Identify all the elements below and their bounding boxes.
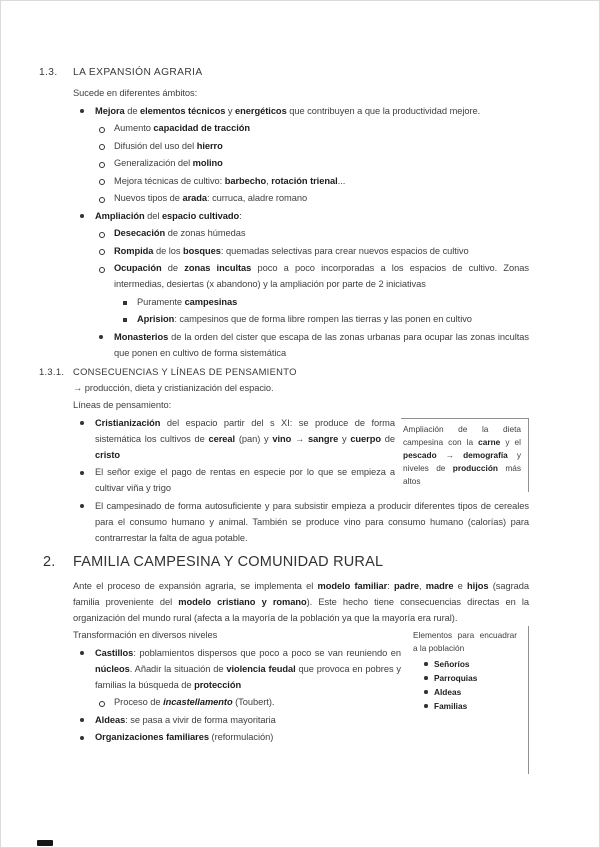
margin-note-population-intro: Elementos para encuadrar a la población: [413, 630, 517, 653]
text-run: ). Este hecho tiene consecuencias directas en la organización del mundo rural (afecta a la mayoría de la población ya que la mayoría era rural).: [73, 596, 529, 623]
bold-text-run: Desecación: [114, 228, 166, 238]
margin-note-diet: [401, 418, 529, 492]
note-list-item: [413, 672, 522, 685]
paragraph: [73, 380, 529, 396]
bold-text-run: núcleos: [95, 663, 130, 674]
bullet-circle-icon: [99, 190, 114, 206]
bold-text-run: Aprision: [137, 314, 175, 324]
text-run: : quemadas selectivas para crear nuevos espacios de cultivo: [220, 245, 469, 256]
bold-text-run: cristo: [95, 449, 121, 460]
bullet-disc-icon: [80, 464, 95, 496]
paragraph: [73, 397, 529, 413]
text-run: FAMILIA CAMPESINA Y COMUNIDAD RURAL: [73, 553, 384, 570]
text-run: Puramente: [137, 296, 185, 307]
bold-text-run: molino: [192, 158, 223, 168]
bold-text-run: Organizaciones familiares: [95, 732, 209, 742]
text-run: y el: [500, 436, 522, 447]
bold-text-run: sangre: [308, 433, 339, 444]
text-run: (reformulación): [208, 732, 274, 742]
list-item-text: [95, 464, 395, 496]
heading-text: [73, 366, 297, 377]
bold-text-run: madre: [425, 580, 454, 591]
heading-text: [73, 67, 203, 78]
bold-text-run: Rompida: [114, 245, 154, 256]
text-run: (Toubert).: [232, 697, 275, 707]
section-heading: [39, 366, 529, 377]
margin-note-population: [411, 626, 529, 774]
text-run: Líneas de pensamiento:: [73, 400, 172, 410]
bold-text-run: modelo familiar: [317, 580, 388, 591]
bullet-square-icon: [122, 294, 137, 310]
text-run: : campesinos que de forma libre rompen las tierras y las ponen en cultivo: [174, 314, 472, 324]
list-item-text: [114, 138, 529, 154]
list-item: [122, 311, 529, 327]
text-run: (pan) y: [235, 433, 273, 444]
text-run: Mejora técnicas de cultivo:: [114, 175, 225, 186]
bold-text-run: capacidad de tracción: [153, 123, 251, 133]
note-item-label: Familias: [434, 700, 468, 711]
bullet-disc-icon: [99, 329, 114, 361]
text-run: Ante el proceso de expansión agraria, se implementa el: [73, 580, 318, 591]
bold-text-run: padre: [393, 580, 420, 591]
text-run: Nuevos tipos de: [114, 193, 183, 203]
bullet-circle-icon: [99, 260, 114, 292]
bold-text-run: espacio cultivado: [161, 210, 240, 221]
list-item-text: [114, 329, 529, 361]
list-item: [80, 103, 529, 119]
text-run: El señor exige el pago de rentas en especie por lo que se empieza a cultivar viña y trigo: [95, 467, 395, 493]
bold-text-run: carne: [478, 436, 501, 447]
paragraph: [73, 85, 529, 101]
text-run: Difusión del uso del: [114, 140, 197, 151]
bold-text-run: Cristianización: [95, 417, 161, 428]
text-run: CONSECUENCIAS Y LÍNEAS DE PENSAMIENTO: [73, 365, 297, 377]
bold-text-run: Monasterios: [114, 331, 169, 342]
bold-text-run: protección: [194, 679, 242, 690]
heading-number: 1.3.: [39, 67, 58, 78]
note-list-item: [413, 658, 522, 671]
text-run: Aumento: [114, 123, 154, 133]
bold-text-run: Aldeas: [95, 714, 126, 725]
bullet-disc-icon: [80, 103, 95, 119]
list-item: [99, 225, 529, 241]
text-run: LA EXPANSIÓN AGRARIA: [73, 67, 203, 78]
bullet-disc-icon: [80, 712, 95, 728]
heading-number: 1.3.1.: [39, 365, 65, 377]
bold-text-run: rotación trienal: [271, 175, 338, 186]
text-run: : poblamientos dispersos que poco a poco se van reuniendo en: [133, 647, 401, 658]
bold-text-run: Castillos: [95, 647, 134, 658]
text-run: (sagrada familia proveniente del: [73, 580, 530, 607]
list-item-text: [114, 120, 529, 136]
bold-text-run: energéticos: [235, 105, 287, 116]
text-run: Sucede en diferentes ámbitos:: [73, 88, 198, 98]
bold-text-run: zonas incultas: [184, 263, 252, 273]
bullet-circle-icon: [99, 138, 114, 154]
bold-text-run: Ampliación: [95, 210, 145, 221]
bold-text-run: bosques: [183, 245, 221, 256]
page-bottom-mark: [37, 840, 53, 846]
bold-text-run: modelo cristiano y romano: [178, 596, 307, 607]
bold-text-run: hijos: [467, 580, 489, 591]
text-run: ,: [266, 175, 272, 186]
bold-text-run: Ocupación: [114, 263, 162, 273]
text-run: y: [225, 105, 236, 116]
text-run: Generalización del: [114, 158, 193, 168]
note-item-label: Señoríos: [434, 658, 470, 669]
list-item-text: [114, 243, 529, 259]
text-run: de zonas húmedas: [165, 228, 246, 238]
italic-text-run: incastellamento: [163, 697, 233, 707]
note-item-label: Parroquias: [434, 672, 478, 683]
bullet-disc-icon: [80, 645, 95, 693]
text-run: ,: [419, 580, 426, 591]
text-run: : curruca, aladre romano: [207, 193, 308, 203]
text-run: Ampliación de la dieta campesina con la: [403, 424, 521, 447]
list-item: [99, 190, 529, 206]
text-run: de los: [153, 245, 183, 256]
bold-text-run: pescado: [403, 449, 437, 460]
text-run: :: [387, 580, 394, 591]
bullet-circle-icon: [99, 694, 114, 710]
bold-text-run: demografía: [463, 449, 508, 460]
list-item: [122, 294, 529, 310]
bullet-disc-icon: [80, 729, 95, 745]
bullet-circle-icon: [99, 225, 114, 241]
list-item-text: [114, 225, 529, 241]
bullet-disc-icon: [424, 658, 434, 671]
list-item: [99, 329, 529, 361]
list-item-text: [95, 415, 395, 463]
bullet-disc-icon: [80, 498, 95, 546]
bold-text-run: vino: [272, 433, 292, 444]
note-list-item: [413, 686, 522, 699]
bold-text-run: [163, 697, 233, 707]
text-run: del: [144, 210, 162, 221]
bold-text-run: cereal: [208, 433, 236, 444]
text-run: que provoca en pobres y familias la búsqueda de: [95, 663, 402, 690]
text-run: ...: [337, 175, 346, 186]
bullet-circle-icon: [99, 173, 114, 189]
list-item-text: [137, 311, 529, 327]
bold-text-run: campesinas: [184, 296, 238, 307]
text-run: del espacio partir del s XI: se produce de forma sistemática los cultivos de: [95, 417, 395, 444]
list-item: [80, 208, 529, 224]
text-run: :: [239, 210, 242, 221]
text-run: e: [453, 580, 468, 591]
text-run: poco a poco incorporadas a los espacios de cultivo. Zonas intermedias, desiertas (x abandono) y la ampliación por parte de 2 iniciativas: [114, 263, 529, 289]
list-item-text: [95, 498, 529, 546]
list-item-text: [95, 208, 529, 224]
bullet-disc-icon: [424, 672, 434, 685]
bullet-disc-icon: [424, 686, 434, 699]
text-run: de la orden del cister que escapa de las zonas urbanas para ocupar las zonas incultas que ponen en cultivo de forma sistemática: [114, 331, 529, 358]
text-run: →: [291, 433, 309, 444]
text-run: . Añadir la situación de: [129, 663, 227, 674]
text-run: El campesinado de forma autosuficiente y para subsistir empieza a producir diferentes tipos de cereales para el consumo humano y animal. También se produce vino para consumo humano (calorías) para contrarrestar la falta de agua potable.: [95, 500, 529, 543]
text-run: y niveles de: [403, 449, 521, 473]
list-item-text: [114, 173, 529, 189]
bold-text-run: cuerpo: [350, 433, 382, 444]
list-item: [99, 155, 529, 171]
text-run: Proceso de: [114, 697, 164, 707]
text-run: de: [124, 105, 140, 116]
list-item-text: [95, 103, 529, 119]
bullet-circle-icon: [99, 243, 114, 259]
margin-note-diet-text: [403, 423, 521, 488]
bold-text-run: hierro: [196, 140, 223, 151]
list-item-text: [114, 260, 529, 292]
section-heading: [39, 67, 529, 78]
text-run: → producción, dieta y cristianización del espacio.: [73, 382, 274, 393]
list-item: [99, 120, 529, 136]
bullet-disc-icon: [80, 415, 95, 463]
text-run: de: [381, 433, 395, 444]
section-heading: [43, 554, 529, 570]
text-run: que contribuyen a que la productividad mejore.: [286, 105, 481, 116]
text-run: Transformación en diversos niveles: [73, 630, 218, 640]
list-item-text: [137, 294, 529, 310]
bullet-disc-icon: [80, 208, 95, 224]
paragraph: [73, 578, 529, 626]
list-item-text: [95, 645, 401, 693]
bold-text-run: elementos técnicos: [139, 105, 226, 116]
bold-text-run: Mejora: [95, 105, 125, 116]
list-item-text: [114, 190, 529, 206]
text-run: de: [161, 263, 185, 273]
bold-text-run: producción: [452, 462, 498, 473]
list-item: [99, 138, 529, 154]
heading-text: [73, 554, 383, 570]
bullet-square-icon: [122, 311, 137, 327]
list-item: [99, 243, 529, 259]
list-item: [80, 498, 529, 546]
text-run: más altos: [403, 462, 521, 486]
margin-note-population-list: [413, 658, 522, 713]
text-run: →: [436, 449, 464, 460]
bullet-circle-icon: [99, 155, 114, 171]
bullet-circle-icon: [99, 120, 114, 136]
bold-text-run: violencia feudal: [226, 663, 296, 674]
text-run: : se pasa a vivir de forma mayoritaria: [125, 714, 276, 725]
bullet-disc-icon: [424, 700, 434, 713]
bold-text-run: barbecho: [224, 175, 267, 186]
list-item: [99, 173, 529, 189]
heading-number: 2.: [43, 553, 56, 570]
list-item: [99, 260, 529, 292]
list-item-text: [114, 155, 529, 171]
note-list-item: [413, 700, 522, 713]
bold-text-run: arada: [182, 193, 208, 203]
text-run: y: [338, 433, 351, 444]
note-item-label: Aldeas: [434, 686, 462, 697]
